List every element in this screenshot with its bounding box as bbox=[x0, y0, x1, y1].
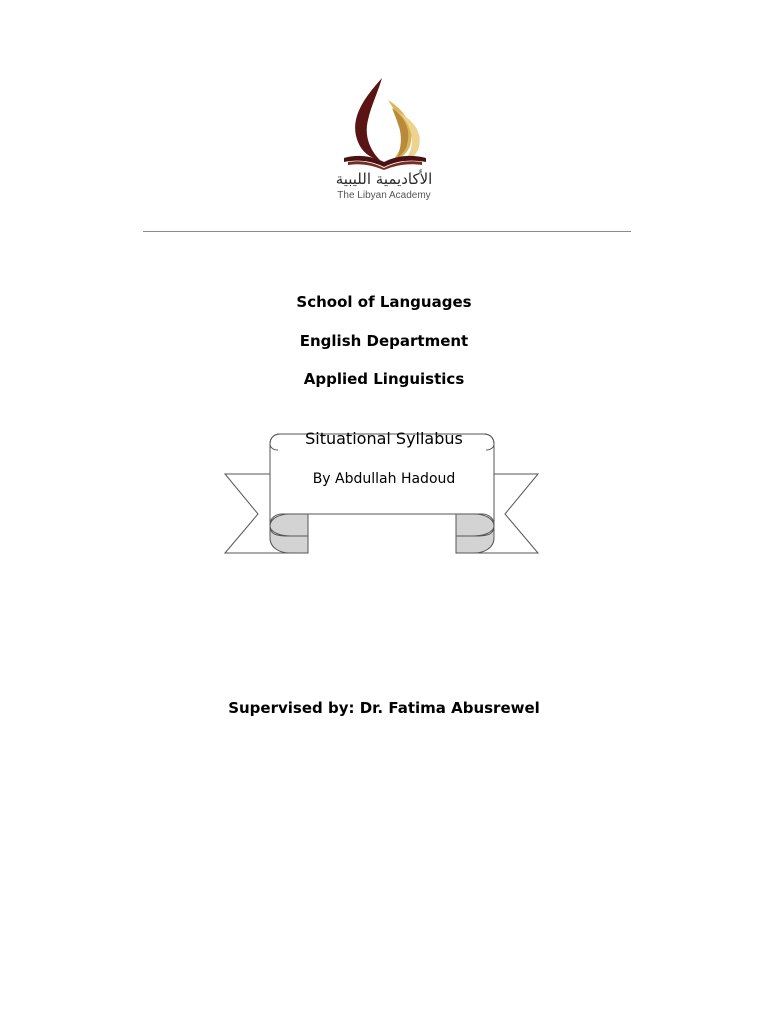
flame-book-icon bbox=[318, 66, 450, 170]
school-heading: School of Languages bbox=[296, 293, 472, 311]
ribbon-banner bbox=[224, 432, 540, 556]
field-heading: Applied Linguistics bbox=[303, 370, 465, 388]
logo-english-text: The Libyan Academy bbox=[337, 190, 431, 201]
logo-arabic-text: الأكاديمية الليبية bbox=[335, 170, 433, 188]
author-line: By Abdullah Hadoud bbox=[312, 471, 456, 487]
department-heading: English Department bbox=[299, 332, 469, 350]
supervisor-line: Supervised by: Dr. Fatima Abusrewel bbox=[228, 699, 540, 717]
horizontal-divider bbox=[143, 231, 631, 232]
libyan-academy-logo bbox=[318, 66, 450, 208]
ribbon-banner-shape bbox=[224, 432, 540, 556]
document-title: Situational Syllabus bbox=[305, 429, 463, 448]
